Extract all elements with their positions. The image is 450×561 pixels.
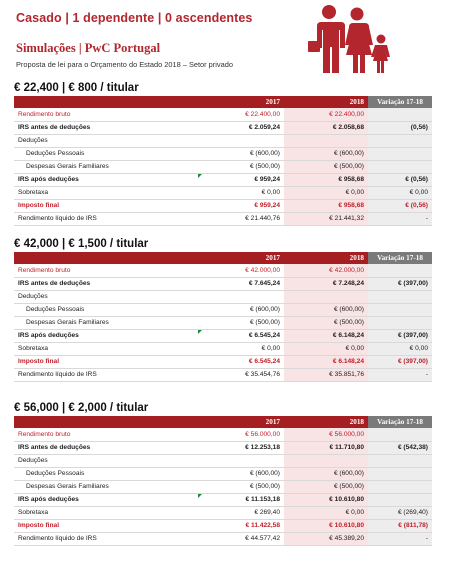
section-title: € 22,400 | € 800 / titular — [14, 82, 139, 94]
cell-flag-icon — [198, 330, 202, 334]
value-variation — [368, 134, 432, 147]
table-row — [14, 480, 432, 493]
row-label: Deduções Pessoais — [14, 147, 198, 160]
row-label: Deduções — [14, 134, 198, 147]
table-row — [14, 264, 432, 277]
row-label: Rendimento bruto — [14, 108, 198, 121]
value-variation — [368, 493, 432, 506]
row-label: Sobretaxa — [14, 186, 198, 199]
table-header-row — [14, 252, 432, 264]
value-2017: € 959,24 — [198, 199, 284, 212]
table-row — [14, 277, 432, 290]
table-row — [14, 355, 432, 368]
header-blank — [14, 416, 198, 428]
table-row — [14, 134, 432, 147]
value-text: € 959,24 — [254, 176, 280, 183]
row-label: Rendimento líquido de IRS — [14, 532, 198, 545]
section-title: € 42,000 | € 1,500 / titular — [14, 238, 149, 250]
row-label: Deduções Pessoais — [14, 303, 198, 316]
value-variation: € (397,00) — [368, 329, 432, 342]
value-variation: - — [368, 532, 432, 545]
value-2017: € 21.440,76 — [198, 212, 284, 225]
table-row — [14, 212, 432, 225]
value-2018: € 10.610,80 — [284, 519, 368, 532]
value-2017: € 269,40 — [198, 506, 284, 519]
value-2018: € 0,00 — [284, 506, 368, 519]
row-label: Imposto final — [14, 355, 198, 368]
value-2017: € 35.454,76 — [198, 368, 284, 381]
value-variation — [368, 147, 432, 160]
table-row — [14, 199, 432, 212]
table-row — [14, 303, 432, 316]
value-variation: € (269,40) — [368, 506, 432, 519]
value-2017 — [198, 290, 284, 303]
row-label: Rendimento líquido de IRS — [14, 368, 198, 381]
header-variation: Variação 17-18 — [368, 252, 432, 264]
header-2018: 2018 — [284, 96, 368, 108]
value-variation: - — [368, 368, 432, 381]
table-row — [14, 441, 432, 454]
table-row — [14, 186, 432, 199]
value-2018: € 35.851,76 — [284, 368, 368, 381]
value-2017: € (500,00) — [198, 160, 284, 173]
row-label: Rendimento bruto — [14, 264, 198, 277]
value-2018: € 21.441,32 — [284, 212, 368, 225]
row-label: Sobretaxa — [14, 342, 198, 355]
table-row — [14, 519, 432, 532]
table-row — [14, 147, 432, 160]
row-label: IRS após deduções — [14, 493, 198, 506]
value-2018: € 0,00 — [284, 342, 368, 355]
cell-flag-icon — [198, 174, 202, 178]
simulation-section-1 — [14, 80, 432, 226]
value-2018: € 22.400,00 — [284, 108, 368, 121]
value-variation: € 0,00 — [368, 186, 432, 199]
value-variation: € (0,56) — [368, 173, 432, 186]
header-variation: Variação 17-18 — [368, 416, 432, 428]
value-variation — [368, 264, 432, 277]
row-label: Despesas Gerais Familiares — [14, 160, 198, 173]
table-header-row — [14, 96, 432, 108]
table-header-row — [14, 416, 432, 428]
value-2017: € (600,00) — [198, 147, 284, 160]
header-2018: 2018 — [284, 416, 368, 428]
simulation-table — [14, 416, 432, 546]
row-label: IRS antes de deduções — [14, 277, 198, 290]
row-label: Deduções — [14, 454, 198, 467]
value-2018: € 45.389,20 — [284, 532, 368, 545]
value-variation: - — [368, 212, 432, 225]
value-2018: € 7.248,24 — [284, 277, 368, 290]
row-label: IRS após deduções — [14, 329, 198, 342]
value-2017: € (500,00) — [198, 480, 284, 493]
table-row — [14, 532, 432, 545]
row-label: IRS antes de deduções — [14, 441, 198, 454]
value-2018: € 11.710,80 — [284, 441, 368, 454]
table-row — [14, 290, 432, 303]
value-2017: € (500,00) — [198, 316, 284, 329]
table-row — [14, 428, 432, 441]
table-row — [14, 506, 432, 519]
value-2017: € 22.400,00 — [198, 108, 284, 121]
value-2017: € 2.059,24 — [198, 121, 284, 134]
cell-flag-icon — [198, 494, 202, 498]
value-2017 — [198, 454, 284, 467]
value-2018: € 6.148,24 — [284, 355, 368, 368]
row-label: Despesas Gerais Familiares — [14, 480, 198, 493]
simulation-section-2 — [14, 236, 432, 382]
table-row — [14, 121, 432, 134]
value-variation: € (0,56) — [368, 199, 432, 212]
row-label: Deduções — [14, 290, 198, 303]
value-2018: € 958,68 — [284, 173, 368, 186]
table-row — [14, 160, 432, 173]
value-2018: € (600,00) — [284, 303, 368, 316]
value-2018: € 10.610,80 — [284, 493, 368, 506]
value-2018: € 2.058,68 — [284, 121, 368, 134]
value-2017 — [198, 329, 284, 342]
table-row — [14, 329, 432, 342]
header-blank — [14, 252, 198, 264]
value-2018: € 958,68 — [284, 199, 368, 212]
value-2017: € (600,00) — [198, 467, 284, 480]
value-variation: € (542,38) — [368, 441, 432, 454]
value-2018: € (600,00) — [284, 467, 368, 480]
value-2017: € 44.577,42 — [198, 532, 284, 545]
header-2017: 2017 — [198, 416, 284, 428]
row-label: Sobretaxa — [14, 506, 198, 519]
value-variation: € (811,78) — [368, 519, 432, 532]
value-variation — [368, 303, 432, 316]
value-text: € 6.545,24 — [248, 332, 280, 339]
value-2017: € 6.545,24 — [198, 355, 284, 368]
value-2017: € 0,00 — [198, 342, 284, 355]
section-title: € 56,000 | € 2,000 / titular — [14, 402, 149, 414]
table-row — [14, 108, 432, 121]
value-2018: € 0,00 — [284, 186, 368, 199]
value-variation — [368, 467, 432, 480]
row-label: IRS antes de deduções — [14, 121, 198, 134]
value-2018: € (600,00) — [284, 147, 368, 160]
value-variation — [368, 454, 432, 467]
header-2018: 2018 — [284, 252, 368, 264]
header-blank — [14, 96, 198, 108]
table-row — [14, 316, 432, 329]
row-label: Imposto final — [14, 519, 198, 532]
value-2017: € (600,00) — [198, 303, 284, 316]
simulation-table — [14, 252, 432, 382]
value-variation — [368, 108, 432, 121]
value-2018: € (500,00) — [284, 316, 368, 329]
header-2017: 2017 — [198, 96, 284, 108]
row-label: Rendimento bruto — [14, 428, 198, 441]
value-2017: € 11.422,58 — [198, 519, 284, 532]
table-row — [14, 173, 432, 186]
value-2017: € 0,00 — [198, 186, 284, 199]
value-2018 — [284, 134, 368, 147]
value-2017 — [198, 173, 284, 186]
value-2018 — [284, 290, 368, 303]
simulation-section-3 — [14, 400, 432, 546]
header-variation: Variação 17-18 — [368, 96, 432, 108]
value-2018: € 6.148,24 — [284, 329, 368, 342]
value-2017 — [198, 134, 284, 147]
value-2017: € 12.253,18 — [198, 441, 284, 454]
table-row — [14, 493, 432, 506]
family-icon — [305, 3, 391, 75]
value-variation: € 0,00 — [368, 342, 432, 355]
row-label: Rendimento líquido de IRS — [14, 212, 198, 225]
value-2017 — [198, 493, 284, 506]
table-row — [14, 454, 432, 467]
header-2017: 2017 — [198, 252, 284, 264]
value-variation: € (397,00) — [368, 355, 432, 368]
value-2018: € 56.000,00 — [284, 428, 368, 441]
value-variation — [368, 290, 432, 303]
value-text: € 11.153,18 — [245, 496, 280, 503]
value-variation: € (397,00) — [368, 277, 432, 290]
value-variation — [368, 160, 432, 173]
value-variation: (0,56) — [368, 121, 432, 134]
row-label: Despesas Gerais Familiares — [14, 316, 198, 329]
row-label: IRS após deduções — [14, 173, 198, 186]
page-title: Casado | 1 dependente | 0 ascendentes — [16, 11, 253, 25]
value-2018: € (500,00) — [284, 160, 368, 173]
value-variation — [368, 428, 432, 441]
value-2018: € 42.000,00 — [284, 264, 368, 277]
value-2017: € 42.000,00 — [198, 264, 284, 277]
row-label: Deduções Pessoais — [14, 467, 198, 480]
value-variation — [368, 480, 432, 493]
value-2017: € 7.645,24 — [198, 277, 284, 290]
document-subtitle: Simulações | PwC Portugal — [16, 41, 161, 55]
value-2018 — [284, 454, 368, 467]
table-row — [14, 342, 432, 355]
row-label: Imposto final — [14, 199, 198, 212]
table-row — [14, 467, 432, 480]
value-2018: € (500,00) — [284, 480, 368, 493]
value-2017: € 56.000,00 — [198, 428, 284, 441]
table-row — [14, 368, 432, 381]
document-caption: Proposta de lei para o Orçamento do Estado 2018 – Setor privado — [16, 60, 233, 69]
value-variation — [368, 316, 432, 329]
simulation-table — [14, 96, 432, 226]
